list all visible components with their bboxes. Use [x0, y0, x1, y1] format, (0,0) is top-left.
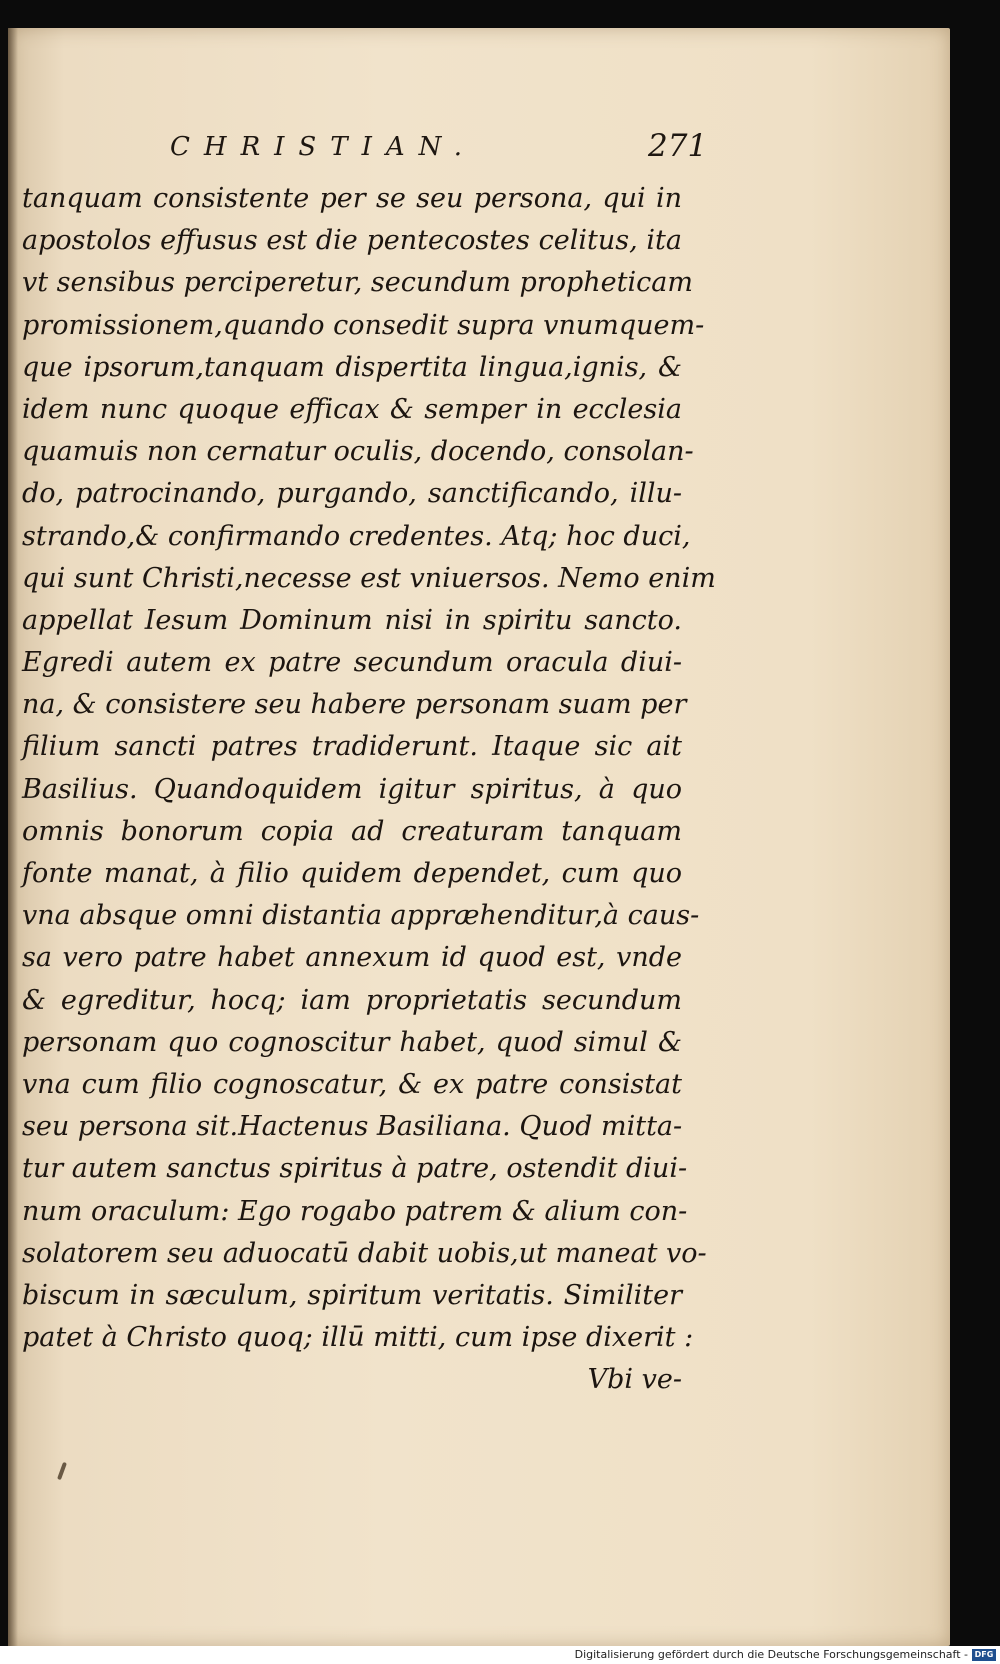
text-line: sa vero patre habet annexum id quod est, vnde — [22, 942, 682, 974]
text-line: seu persona sit.Hactenus Basiliana. Quod mitta- — [22, 1111, 683, 1143]
text-line: solatorem seu aduocatū dabit uobis,ut maneat vo- — [22, 1237, 707, 1269]
text-line: idem nunc quoque efficax & semper in ecclesia — [22, 393, 682, 425]
text-line: num oraculum: Ego rogabo patrem & alium con- — [22, 1195, 688, 1227]
book-page — [8, 28, 950, 1646]
page-spine-shadow — [8, 28, 18, 1646]
text-line: vna absque omni distantia apprӕhenditur,à caus- — [22, 900, 700, 932]
catchword: Vbi ve- — [587, 1364, 682, 1396]
text-line: tur autem sanctus spiritus à patre, ostendit diui- — [22, 1153, 688, 1185]
text-line: & egreditur, hocq; iam proprietatis secundum — [22, 984, 682, 1016]
text-line: qui sunt Christi,necesse est vniuersos. Nemo enim — [22, 562, 716, 594]
text-line: quamuis non cernatur oculis, docendo, consolan- — [22, 436, 694, 468]
text-line: Basilius. Quandoquidem igitur spiritus, à quo — [22, 773, 682, 805]
body-text — [22, 178, 716, 1401]
text-line: que ipsorum,tanquam dispertita lingua,ignis, & — [22, 351, 682, 383]
text-line: tanquam consistente per se seu persona, qui in — [22, 183, 682, 214]
text-line: do, patrocinando, purgando, sanctificando, illu- — [22, 478, 682, 510]
text-line: appellat Iesum Dominum nisi in spiritu sancto. — [22, 604, 682, 636]
text-line: strando,& confirmando credentes. Atq; hoc duci, — [22, 520, 691, 552]
text-line: patet à Christo quoq; illū mitti, cum ipse dixerit : — [22, 1322, 694, 1354]
text-line: personam quo cognoscitur habet, quod simul & — [22, 1026, 682, 1058]
text-line: promissionem,quando consedit supra vnumquem- — [22, 309, 705, 341]
text-line: biscum in sӕculum, spiritum veritatis. Similiter — [22, 1279, 682, 1311]
dfg-logo: DFG — [972, 1649, 996, 1661]
text-line: na, & consistere seu habere personam suam per — [22, 689, 687, 721]
text-line: filium sancti patres tradiderunt. Itaque sic ait — [22, 731, 682, 763]
funding-credit: Digitalisierung gefördert durch die Deutsche Forschungsgemeinschaft - — [574, 1648, 968, 1661]
running-title: CHRISTIAN. — [170, 132, 476, 162]
text-line: vna cum filio cognoscatur, & ex patre consistat — [22, 1068, 682, 1100]
digitization-footer — [0, 1646, 1000, 1664]
text-line: omnis bonorum copia ad creaturam tanquam — [22, 815, 682, 847]
running-head — [8, 128, 950, 172]
text-line: vt sensibus perciperetur, secundum propheticam — [22, 267, 693, 299]
page-number: 271 — [648, 128, 708, 164]
text-line: fonte manat, à filio quidem dependet, cum quo — [22, 858, 682, 889]
text-line: apostolos effusus est die pentecostes celitus, ita — [22, 225, 682, 257]
text-line: Egredi autem ex patre secundum oracula diui- — [22, 647, 682, 679]
